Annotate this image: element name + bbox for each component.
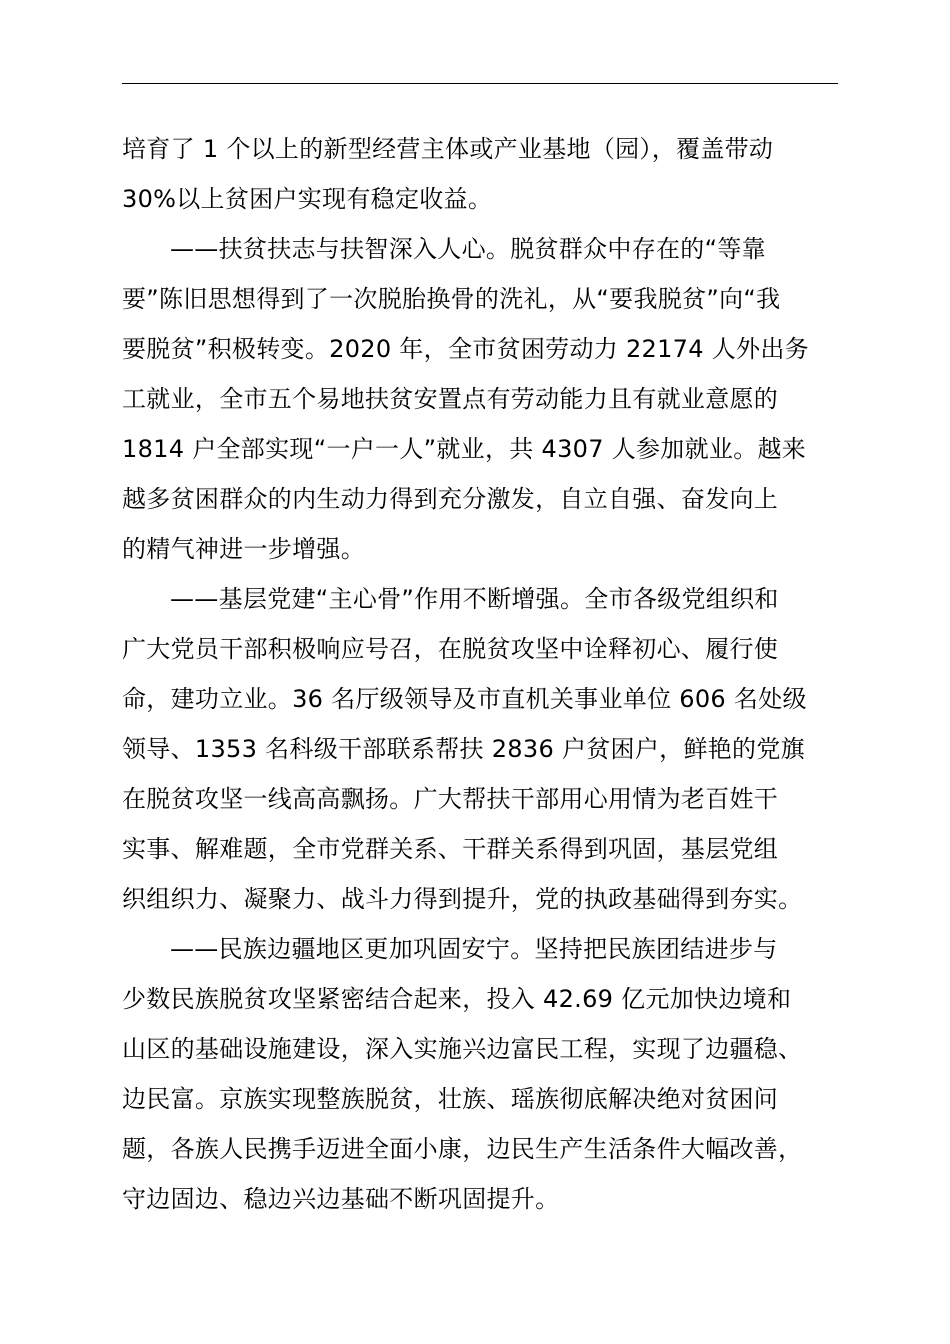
text-line: 培育了 1 个以上的新型经营主体或产业基地（园），覆盖带动 bbox=[122, 135, 774, 163]
text-line: 实事、解难题，全市党群关系、干群关系得到巩固，基层党组 bbox=[122, 835, 779, 863]
text-line: 工就业，全市五个易地扶贫安置点有劳动能力且有就业意愿的 bbox=[122, 385, 779, 413]
text-line: 在脱贫攻坚一线高高飘扬。广大帮扶干部用心用情为老百姓干 bbox=[122, 785, 779, 813]
text-line: 要脱贫”积极转变。2020 年，全市贫困劳动力 22174 人外出务 bbox=[122, 335, 809, 363]
text-line: 山区的基础设施建设，深入实施兴边富民工程，实现了边疆稳、 bbox=[122, 1035, 803, 1063]
paragraph-first-line: ——民族边疆地区更加巩固安宁。坚持把民族团结进步与 bbox=[170, 935, 778, 963]
paragraph-first-line: ——基层党建“主心骨”作用不断增强。全市各级党组织和 bbox=[170, 585, 779, 613]
body-text bbox=[122, 124, 862, 1224]
text-line: 织组织力、凝聚力、战斗力得到提升，党的执政基础得到夯实。 bbox=[122, 885, 803, 913]
text-line: 1814 户全部实现“一户一人”就业，共 4307 人参加就业。越来 bbox=[122, 435, 807, 463]
text-line: 要”陈旧思想得到了一次脱胎换骨的洗礼，从“要我脱贫”向“我 bbox=[122, 285, 781, 313]
text-line: 守边固边、稳边兴边基础不断巩固提升。 bbox=[122, 1185, 560, 1213]
text-line: 少数民族脱贫攻坚紧密结合起来，投入 42.69 亿元加快边境和 bbox=[122, 985, 792, 1013]
text-line: 命，建功立业。36 名厅级领导及市直机关事业单位 606 名处级 bbox=[122, 685, 807, 713]
text-line: 的精气神进一步增强。 bbox=[122, 535, 365, 563]
text-line: 题，各族人民携手迈进全面小康，边民生产生活条件大幅改善， bbox=[122, 1135, 803, 1163]
text-line: 30%以上贫困户实现有稳定收益。 bbox=[122, 185, 493, 213]
text-line: 越多贫困群众的内生动力得到充分激发，自立自强、奋发向上 bbox=[122, 485, 779, 513]
text-line: 边民富。京族实现整族脱贫，壮族、瑶族彻底解决绝对贫困问 bbox=[122, 1085, 779, 1113]
text-line: 领导、1353 名科级干部联系帮扶 2836 户贫困户，鲜艳的党旗 bbox=[122, 735, 805, 763]
text-line: 广大党员干部积极响应号召，在脱贫攻坚中诠释初心、履行使 bbox=[122, 635, 779, 663]
paragraph-first-line: ——扶贫扶志与扶智深入人心。脱贫群众中存在的“等靠 bbox=[170, 235, 766, 263]
header-rule bbox=[122, 83, 838, 84]
